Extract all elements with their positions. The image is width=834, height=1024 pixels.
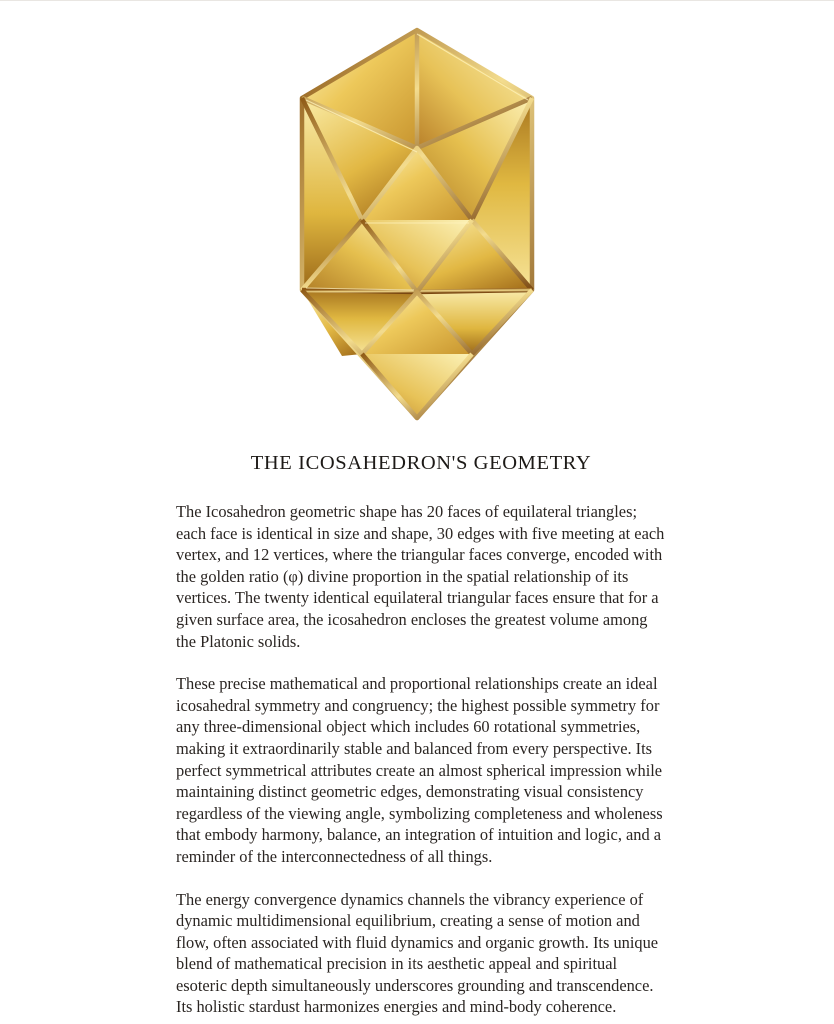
page-title: THE ICOSAHEDRON'S GEOMETRY bbox=[250, 452, 592, 474]
article-content bbox=[176, 452, 666, 1018]
paragraph-2: These precise mathematical and proportional relationships create an ideal icosahedral symmetry and congruency; the highest possible symmetry for any three-dimensional object which includes 60 rotational symmetries, making it extraordinarily stable and balanced from every perspective. Its perfect symmetrical attributes create an almost spherical impression while maintaining distinct geometric edges, demonstrating visual consistency regardless of the viewing angle, symbolizing completeness and wholeness that embody harmony, balance, an integration of intuition and logic, and a reminder of the interconnectedness of all things. bbox=[176, 674, 663, 866]
paragraph-3: The energy convergence dynamics channels the vibrancy experience of dynamic multidimensional equilibrium, creating a sense of motion and flow, often associated with fluid dynamics and organic growth. Its unique blend of mathematical precision in its aesthetic appeal and spiritual esoteric depth simultaneously underscores grounding and transcendence. Its holistic stardust harmonizes energies and mind-body coherence. bbox=[176, 889, 659, 1017]
icosahedron-illustration bbox=[222, 24, 612, 424]
paragraph-1: The Icosahedron geometric shape has 20 faces of equilateral triangles; each face is identical in size and shape, 30 edges with five meeting at each vertex, and 12 vertices, where the triangular faces converge, encoded with the golden ratio (φ) divine proportion in the spatial relationship of its vertices. The twenty identical equilateral triangular faces ensure that for a given surface area, the icosahedron encloses the greatest volume among the Platonic solids. bbox=[176, 502, 665, 651]
top-divider bbox=[0, 0, 834, 1]
icosahedron-figure bbox=[0, 14, 834, 434]
